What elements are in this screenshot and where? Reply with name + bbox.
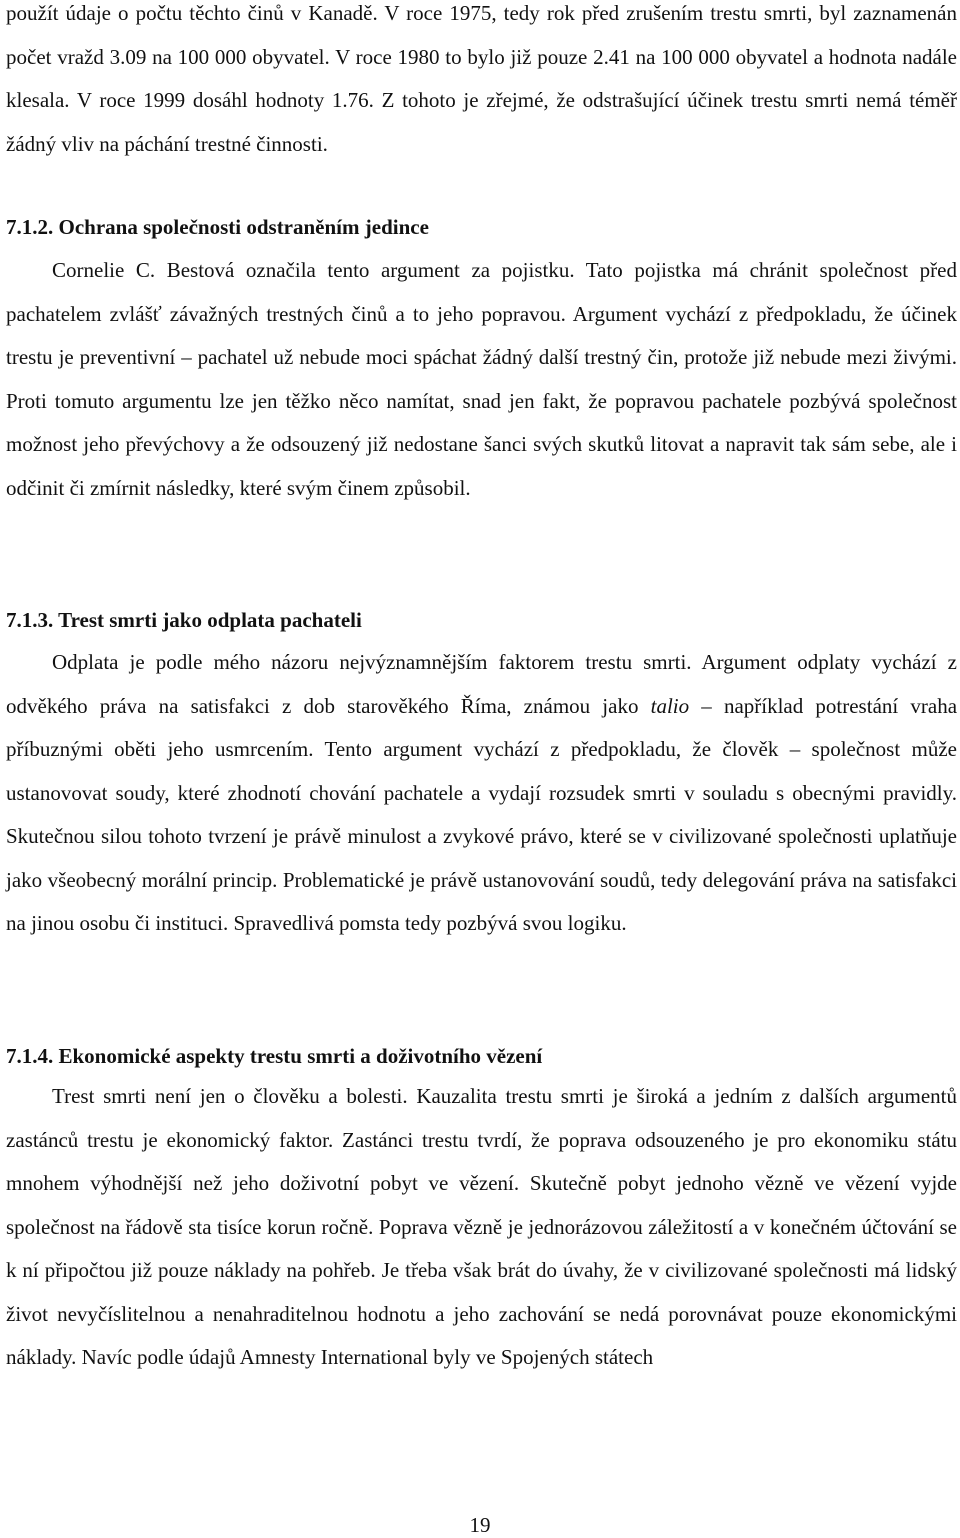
section-number: 7.1.3.: [6, 608, 54, 632]
section-paragraph-7-1-4: Trest smrti není jen o člověku a bolesti. Kauzalita trestu smrti je široká a jedním z dalších argumentů zastánců trestu je ekonomický faktor. Zastánci trestu tvrdí, že poprava odsouzeného je pro ekonomiku státu mnohem výhodnější než jeho doživotní pobyt ve vězení. Skutečně pobyt jednoho vězně ve vězení vyjde společnost na řádově sta tisíce korun ročně. Poprava vězně je jednorázovou záležitostí a v konečném účtování se k ní připočtou již pouze náklady na pohřeb. Je třeba však brát do úvahy, že v civilizované společnosti má lidský život nevyčíslitelnou a nenahraditelnou hodnotu a jeho zachování se nedá porovnávat pouze ekonomickými náklady. Navíc podle údajů Amnesty International byly ve Spojených státech: [6, 1084, 957, 1369]
intro-paragraph: použít údaje o počtu těchto činů v Kanadě. V roce 1975, tedy rok před zrušením trestu smrti, byl zaznamenán počet vražd 3.09 na 100 000 obyvatel. V roce 1980 to bylo již pouze 2.41 na 100 000 obyvatel a hodnota nadále klesala. V roce 1999 dosáhl hodnoty 1.76. Z tohoto je zřejmé, že odstrašující účinek trestu smrti nemá téměř žádný vliv na páchání trestné činnosti.: [6, 1, 957, 156]
section-number: 7.1.4.: [6, 1044, 54, 1068]
section-title: Trest smrti jako odplata pachateli: [58, 608, 362, 632]
italic-term: talio: [650, 693, 690, 718]
section-heading-7-1-3: [6, 607, 362, 633]
section-paragraph-7-1-2: Cornelie C. Bestová označila tento argument za pojistku. Tato pojistka má chránit společnost před pachatelem zvlášť závažných trestných činů a to jeho popravou. Argument vychází z předpokladu, že účinek trestu je preventivní – pachatel už nebude moci spáchat žádný další trestný čin, protože již nebude mezi živými. Proti tomuto argumentu lze jen těžko něco namítat, snad jen fakt, že popravou pachatele pozbývá společnost možnost jeho převýchovy a že odsouzený již nedostane šanci svých skutků litovat a napravit tak sám sebe, ale i odčinit či zmírnit následky, které svým činem způsobil.: [6, 258, 957, 500]
paragraph-text: Odplata je podle mého názoru nejvýznamnějším faktorem trestu smrti. Argument odplaty vychází z odvěkého práva na satisfakci z dob starověkého Říma, známou jako: [6, 650, 957, 718]
section-number: 7.1.2.: [6, 215, 54, 239]
section-paragraph-7-1-3: [6, 641, 957, 946]
page-number: 19: [469, 1513, 491, 1537]
section-title: Ochrana společnosti odstraněním jedince: [58, 215, 429, 239]
section-title: Ekonomické aspekty trestu smrti a doživotního vězení: [58, 1044, 543, 1068]
section-heading-7-1-4: [6, 1043, 542, 1069]
paragraph-text: – například potrestání vraha příbuznými oběti jeho usmrcením. Tento argument vychází z předpokladu, že člověk – společnost může ustanovovat soudy, které zhodnotí chování pachatele a vydají rozsudek smrti v souladu s obecnými pravidly. Skutečnou silou tohoto tvrzení je právě minulost a zvykové právo, které se v civilizované společnosti uplatňuje jako všeobecný morální princip. Problematické je právě ustanovování soudů, tedy delegování práva na satisfakci na jinou osobu či instituci. Spravedlivá pomsta tedy pozbývá svou logiku.: [6, 693, 958, 935]
section-heading-7-1-2: [6, 214, 429, 240]
